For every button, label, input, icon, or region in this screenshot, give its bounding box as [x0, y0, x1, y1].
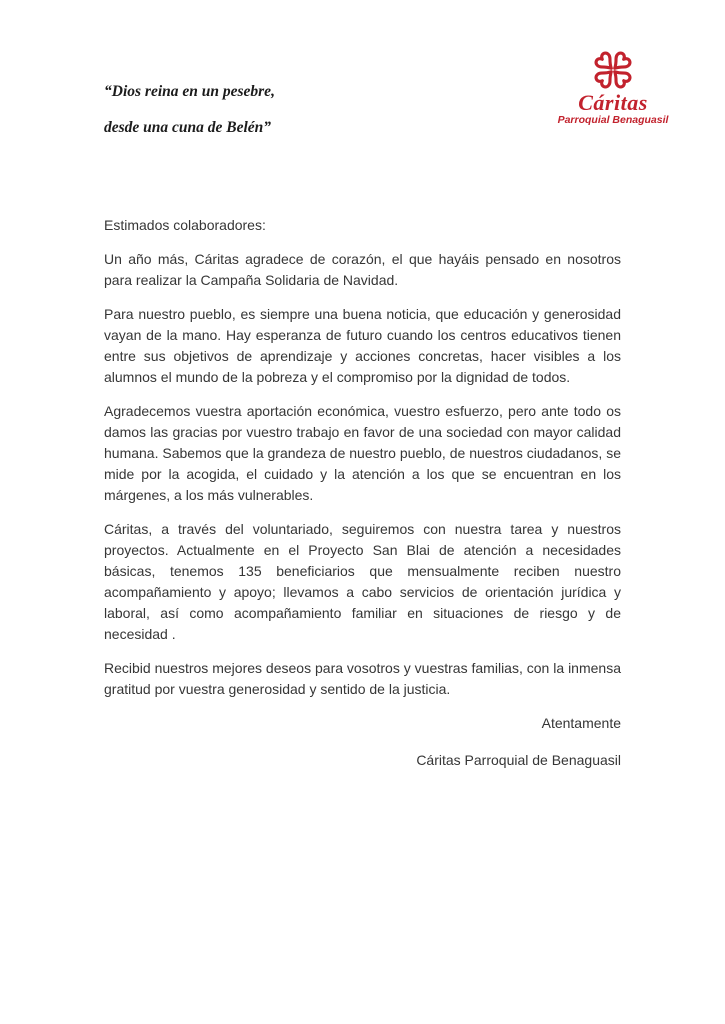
salutation: Estimados colaboradores:: [104, 217, 266, 233]
paragraph-3: Agradecemos vuestra aportación económica, vuestro esfuerzo, pero ante todo os damos las gracias por vuestro trabajo en favor de una sociedad con mayor calidad humana. Sabemos que la grandeza de nuestro pueblo, de nuestros ciudadanos, se mide por la acogida, el cuidado y la atención a los que se encuentran en los márgenes, a los más vulnerables.: [104, 403, 621, 503]
opening-quote: [104, 82, 275, 154]
logo-wordmark: Cáritas: [578, 90, 648, 115]
paragraph-2: Para nuestro pueblo, es siempre una buena noticia, que educación y generosidad vayan de la mano. Hay esperanza de futuro cuando los centros educativos tienen entre sus objetivos de aprendizaje y acciones concretas, hacer visibles a los alumnos el mundo de la pobreza y el compromiso por la dignidad de todos.: [104, 306, 621, 385]
paragraph-1: Un año más, Cáritas agradece de corazón, el que hayáis pensado en nosotros para realizar la Campaña Solidaria de Navidad.: [104, 251, 621, 288]
four-hearts-cross-icon: [589, 46, 637, 94]
quote-line-2: desde una cuna de Belén”: [104, 119, 272, 136]
closing-line: Atentamente: [541, 715, 621, 731]
paragraph-4: Cáritas, a través del voluntariado, seguiremos con nuestra tarea y nuestros proyectos. Actualmente en el Proyecto San Blai de atención a necesidades básicas, tenemos 135 beneficiarios que mensualmente reciben nuestro acompañamiento y apoyo; llevamos a cabo servicios de orientación jurídica y laboral, así como acompañamiento familiar en situaciones de riesgo y de necesidad .: [104, 521, 621, 642]
caritas-logo: [557, 46, 669, 126]
quote-line-1: “Dios reina en un pesebre,: [104, 83, 275, 100]
signature-line: Cáritas Parroquial de Benaguasil: [416, 752, 621, 768]
logo-subtitle: Parroquial Benaguasil: [557, 114, 669, 126]
letter-body: [104, 215, 621, 784]
paragraph-5: Recibid nuestros mejores deseos para vosotros y vuestras familias, con la inmensa gratitud por vuestra generosidad y sentido de la justicia.: [104, 660, 621, 697]
